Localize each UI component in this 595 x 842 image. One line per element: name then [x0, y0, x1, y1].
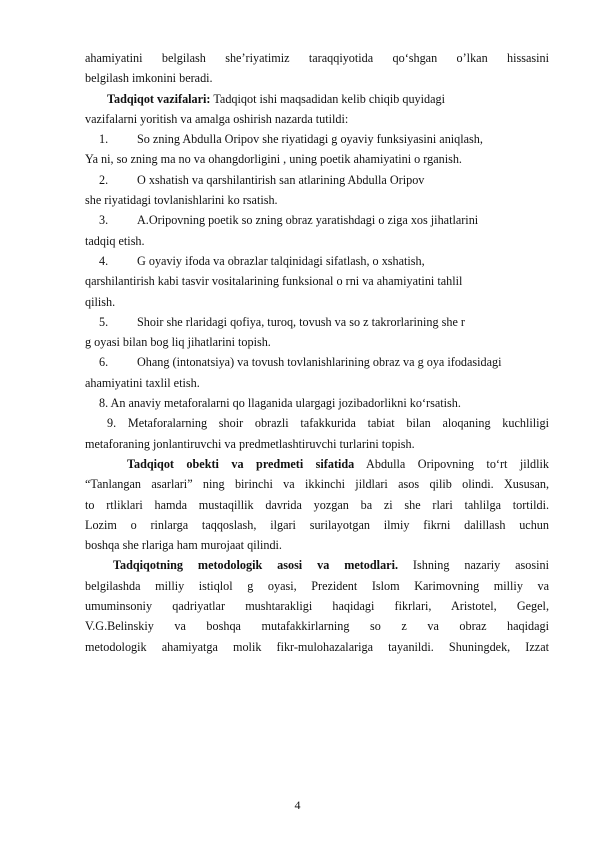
- text-line: belgilashda milliy istiqlol g oyasi, Prezident Islom Karimovning milliy va: [85, 578, 549, 593]
- list-number: 2.: [99, 172, 109, 187]
- method-heading-line: [85, 555, 549, 575]
- list-number: 6.: [99, 355, 109, 370]
- list-item-continuation: qilish.: [85, 294, 116, 309]
- text-line: belgilash imkonini beradi.: [85, 71, 213, 86]
- list-text: A.Oripovning poetik so zning obraz yaratishdagi o ziga xos jihatlarini: [137, 213, 479, 228]
- tasks-heading: Tadqiqot vazifalari:: [107, 91, 211, 106]
- list-item: [85, 312, 549, 332]
- text-line: to rtliklari hamda mustaqillik davrida yozgan ba zi she rlari tahlilga tortildi.: [85, 497, 549, 512]
- text-line: vazifalarni yoritish va amalga oshirish nazarda tutildi:: [85, 111, 349, 126]
- text-line: Abdulla Oripovning to‘rt jildlik: [354, 456, 549, 471]
- list-number: 5.: [99, 314, 109, 329]
- list-item: [85, 251, 549, 271]
- object-heading: Tadqiqot obekti va predmeti sifatida: [127, 456, 355, 471]
- text-line: Ishning nazariy asosini: [398, 558, 549, 573]
- list-number: 4.: [99, 253, 109, 268]
- task-list: [85, 129, 549, 454]
- text-line: Lozim o rinlarga taqqoslash, ilgari surilayotgan ilmiy fikrni dalillash uchun: [85, 517, 549, 532]
- list-text: O xshatish va qarshilantirish san atlarining Abdulla Oripov: [137, 172, 425, 187]
- page-number: 4: [294, 798, 301, 812]
- list-number: 1.: [99, 132, 109, 147]
- list-text: G oyaviy ifoda va obrazlar talqinidagi sifatlash, o xshatish,: [137, 253, 425, 268]
- tasks-heading-line: [85, 89, 549, 109]
- list-item: 9. Metaforalarning shoir obrazli tafakkurida tabiat bilan aloqaning kuchliligi: [107, 416, 549, 431]
- text-line: “Tanlangan asarlari” ning birinchi va ikkinchi jildlari asos qilib olindi. Xususan,: [85, 477, 549, 492]
- list-text: Ohang (intonatsiya) va tovush tovlanishlarining obraz va g oya ifodasidagi: [137, 355, 502, 370]
- text-line: boshqa she rlariga ham murojaat qilindi.: [85, 538, 282, 553]
- list-item-continuation: g oyasi bilan bog liq jihatlarini topish.: [85, 335, 271, 350]
- list-item: [85, 352, 549, 372]
- method-section: [85, 555, 549, 656]
- list-text: So zning Abdulla Oripov she riyatidagi g oyaviy funksiyasini aniqlash,: [137, 132, 483, 147]
- list-item: [85, 129, 549, 149]
- list-item: [85, 170, 549, 190]
- intro-paragraph: [85, 48, 549, 89]
- list-item-continuation: qarshilantirish kabi tasvir vositalarining funksional o rni va ahamiyatini tahlil: [85, 274, 463, 289]
- list-item-continuation: tadqiq etish.: [85, 233, 145, 248]
- list-item-continuation: Ya ni, so zning ma no va ohangdorligini , uning poetik ahamiyatini o rganish.: [85, 152, 462, 167]
- text-line: metodologik ahamiyatga molik fikr-mulohazalariga tayanildi. Shuningdek, Izzat: [85, 639, 549, 654]
- text-line: ahamiyatini belgilash she’riyatimiz taraqqiyotida qo‘shgan o’lkan hissasini: [85, 51, 549, 65]
- object-heading-line: [85, 454, 549, 474]
- document-page: [85, 48, 549, 657]
- text-line: Tadqiqot ishi maqsadidan kelib chiqib quyidagi: [210, 91, 446, 106]
- method-heading: Tadqiqotning metodologik asosi va metodlari.: [113, 558, 399, 573]
- text-line: V.G.Belinskiy va boshqa mutafakkirlarning so z va obraz haqidagi: [85, 619, 549, 634]
- list-item-continuation: ahamiyatini taxlil etish.: [85, 375, 200, 390]
- list-item: 8. An anaviy metaforalarni qo llaganida ulargagi jozibadorlikni ko‘rsatish.: [99, 396, 461, 411]
- list-item-continuation: metaforaning jonlantiruvchi va predmetlashtiruvchi turlarini topish.: [85, 436, 415, 451]
- list-item: [85, 210, 549, 230]
- text-line: umuminsoniy qadriyatlar mushtarakligi haqidagi fikrlari, Aristotel, Gegel,: [85, 599, 549, 614]
- list-number: 3.: [99, 213, 109, 228]
- tasks-section: [85, 89, 549, 454]
- object-section: [85, 454, 549, 555]
- list-text: Shoir she rlaridagi qofiya, turoq, tovush va so z takrorlarining she r: [137, 314, 465, 329]
- list-item-continuation: she riyatidagi tovlanishlarini ko rsatish.: [85, 193, 278, 208]
